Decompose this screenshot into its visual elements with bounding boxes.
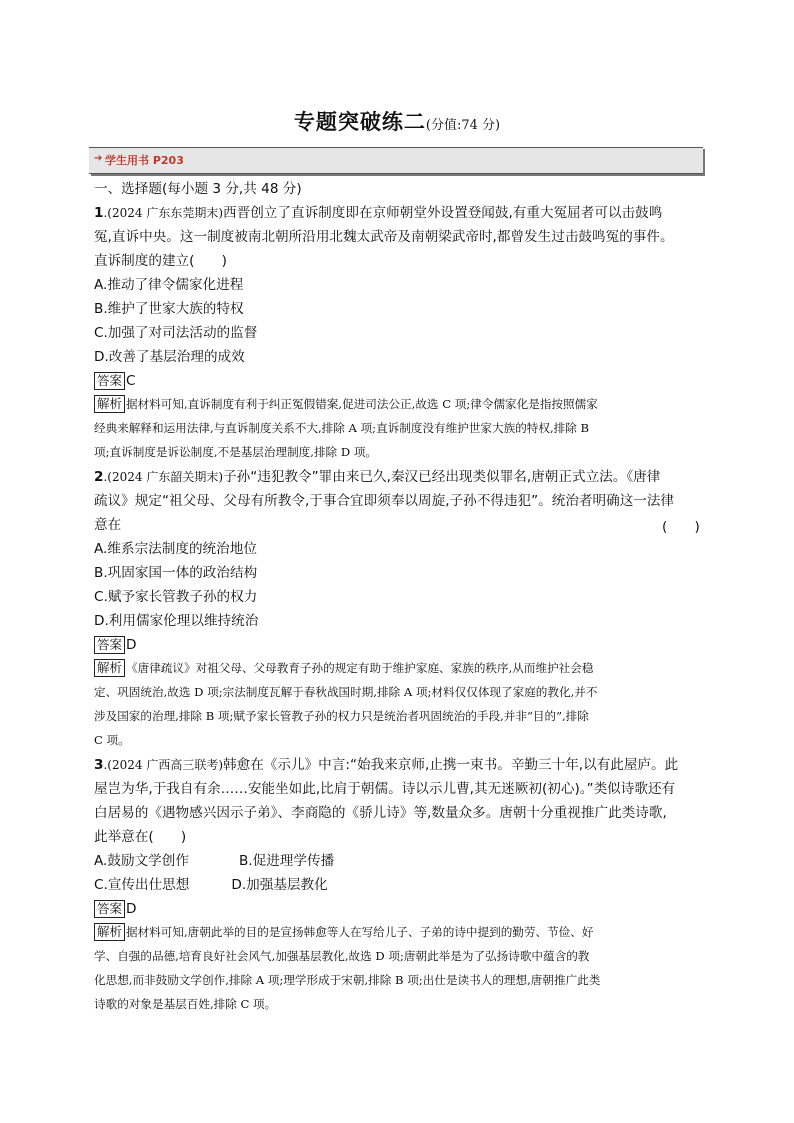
- q1-answer-value: C: [126, 373, 136, 389]
- title-main: 专题突破练二: [293, 110, 426, 134]
- q2-option-c: C.赋予家长管教子孙的权力: [94, 589, 258, 605]
- q2-option-a: A.维系宗法制度的统治地位: [94, 541, 257, 557]
- q3-explanation-line4: 诗歌的对象是基层百姓,排除 C 项。: [94, 997, 277, 1011]
- answer-tag: 答案: [94, 372, 125, 390]
- q3-option-b: B.促进理学传播: [238, 853, 335, 869]
- q1-text: 西晋创立了直诉制度即在京师朝堂外设置登闻鼓,有重大冤屈者可以击鼓鸣: [223, 205, 663, 221]
- q3-stem-line2: 屋岂为华,于我自有余……安能坐如此,比肩于朝儒。诗以示儿曹,其无迷厥初(初心)。”类似诗歌还有: [94, 781, 676, 797]
- explanation-tag: 解析: [94, 395, 125, 413]
- q2-explanation-line2: 定、巩固统治,故选 D 项;宗法制度瓦解于春秋战国时期,排除 A 项;材料仅仅体现了家庭的教化,并不: [94, 685, 598, 699]
- q1-explanation-line1: 解析 据材料可知,直诉制度有利于纠正冤假错案,促进司法公正,故选 C 项;律令儒家化是指按照儒家: [94, 395, 598, 413]
- title-score: (分值:74 分): [425, 118, 501, 133]
- q3-options-row2: [94, 875, 328, 895]
- q3-source: .(2024 广西高三联考): [103, 758, 224, 772]
- q2-answer: [94, 635, 136, 655]
- q1-stem-line2: 冤,直诉中央。这一制度被南北朝所沿用北魏太武帝及南朝梁武帝时,都曾发生过击鼓鸣冤的事件。: [94, 229, 674, 245]
- q1-source: .(2024 广东东莞期末): [103, 206, 224, 220]
- q1-option-a: A.推动了律令儒家化进程: [94, 277, 244, 293]
- q1-explanation-line3: 项;直诉制度是诉讼制度,不是基层治理制度,排除 D 项。: [94, 445, 378, 459]
- q2-stem-line1: [94, 467, 660, 487]
- textbook-page-label: 学生用书 P203: [105, 154, 184, 167]
- q3-stem-line1: [94, 755, 678, 775]
- answer-tag: 答案: [94, 636, 125, 654]
- q1-number: 1: [94, 205, 104, 221]
- q3-option-a: A.鼓励文学创作: [94, 853, 189, 869]
- q2-text: 子孙“违犯教令”罪由来已久,秦汉已经出现类似罪名,唐朝正式立法。《唐律: [223, 469, 661, 485]
- q3-answer: [94, 899, 136, 919]
- explanation-tag: 解析: [94, 659, 125, 677]
- q2-number: 2: [94, 469, 104, 485]
- q3-explanation-line2: 学、自强的品德,培育良好社会风气,加强基层教化,故选 D 项;唐朝此举是为了弘扬诗歌中蕴含的教: [94, 949, 590, 963]
- q3-answer-value: D: [126, 901, 137, 917]
- q3-stem-line4: 此举意在( ): [94, 829, 187, 845]
- q2-answer-blank: ( ): [662, 519, 700, 535]
- q1-option-b: B.维护了世家大族的特权: [94, 301, 244, 317]
- q3-explanation-line3: 化思想,而非鼓励文学创作,排除 A 项;理学形成于宋朝,排除 B 项;出仕是读书人的理想,唐朝推广此类: [94, 973, 601, 987]
- q2-explanation-line1: 解析 《唐律疏议》对祖父母、父母教育子孙的规定有助于维护家庭、家族的秩序,从而维护社会稳: [94, 659, 593, 677]
- q2-explanation-line3: 涉及国家的治理,排除 B 项;赋予家长管教子孙的权力只是统治者巩固统治的手段,并非“目的”,排除: [94, 709, 589, 723]
- q1-explanation-line2: 经典来解释和运用法律,与直诉制度关系不大,排除 A 项;直诉制度没有维护世家大族的特权,排除 B: [94, 421, 590, 435]
- q3-explanation-line1: 解析 据材料可知,唐朝此举的目的是宣扬韩愈等人在写给儿子、子弟的诗中提到的勤劳、节俭、好: [94, 923, 593, 941]
- answer-tag: 答案: [94, 900, 125, 918]
- q2-explanation-line4: C 项。: [94, 733, 130, 747]
- section-heading: 一、选择题(每小题 3 分,共 48 分): [94, 181, 302, 197]
- q2-source: .(2024 广东韶关期末): [103, 470, 224, 484]
- q3-text: 韩愈在《示儿》中言:“始我来京师,止携一束书。辛勤三十年,以有此屋庐。此: [223, 757, 679, 773]
- explanation-tag: 解析: [94, 923, 125, 941]
- q3-option-c: C.宣传出仕思想: [94, 877, 190, 893]
- q3-number: 3: [94, 757, 104, 773]
- arrow-icon: ➔: [94, 153, 103, 164]
- page-title: [0, 106, 794, 136]
- q1-option-c: C.加强了对司法活动的监督: [94, 325, 258, 341]
- q1-option-d: D.改善了基层治理的成效: [94, 349, 245, 365]
- q3-option-d: D.加强基层教化: [231, 877, 328, 893]
- q1-answer: [94, 371, 136, 391]
- q2-answer-value: D: [126, 637, 137, 653]
- q1-stem-line3: 直诉制度的建立( ): [94, 253, 227, 269]
- q2-stem-line2: 疏议》规定“祖父母、父母有所教令,于事合宜即须奉以周旋,子孙不得违犯”。统治者明确这一法律: [94, 493, 675, 509]
- q2-option-b: B.巩固家国一体的政治结构: [94, 565, 258, 581]
- q3-stem-line3: 白居易的《遇物感兴因示子弟》、李商隐的《骄儿诗》等,数量众多。唐朝十分重视推广此类诗歌,: [94, 805, 667, 821]
- textbook-reference-banner: [89, 147, 703, 174]
- q2-option-d: D.利用儒家伦理以维持统治: [94, 613, 259, 629]
- q1-stem-line1: [94, 203, 662, 223]
- q3-options-row1: [94, 851, 334, 871]
- q2-stem-line3: 意在: [94, 517, 122, 533]
